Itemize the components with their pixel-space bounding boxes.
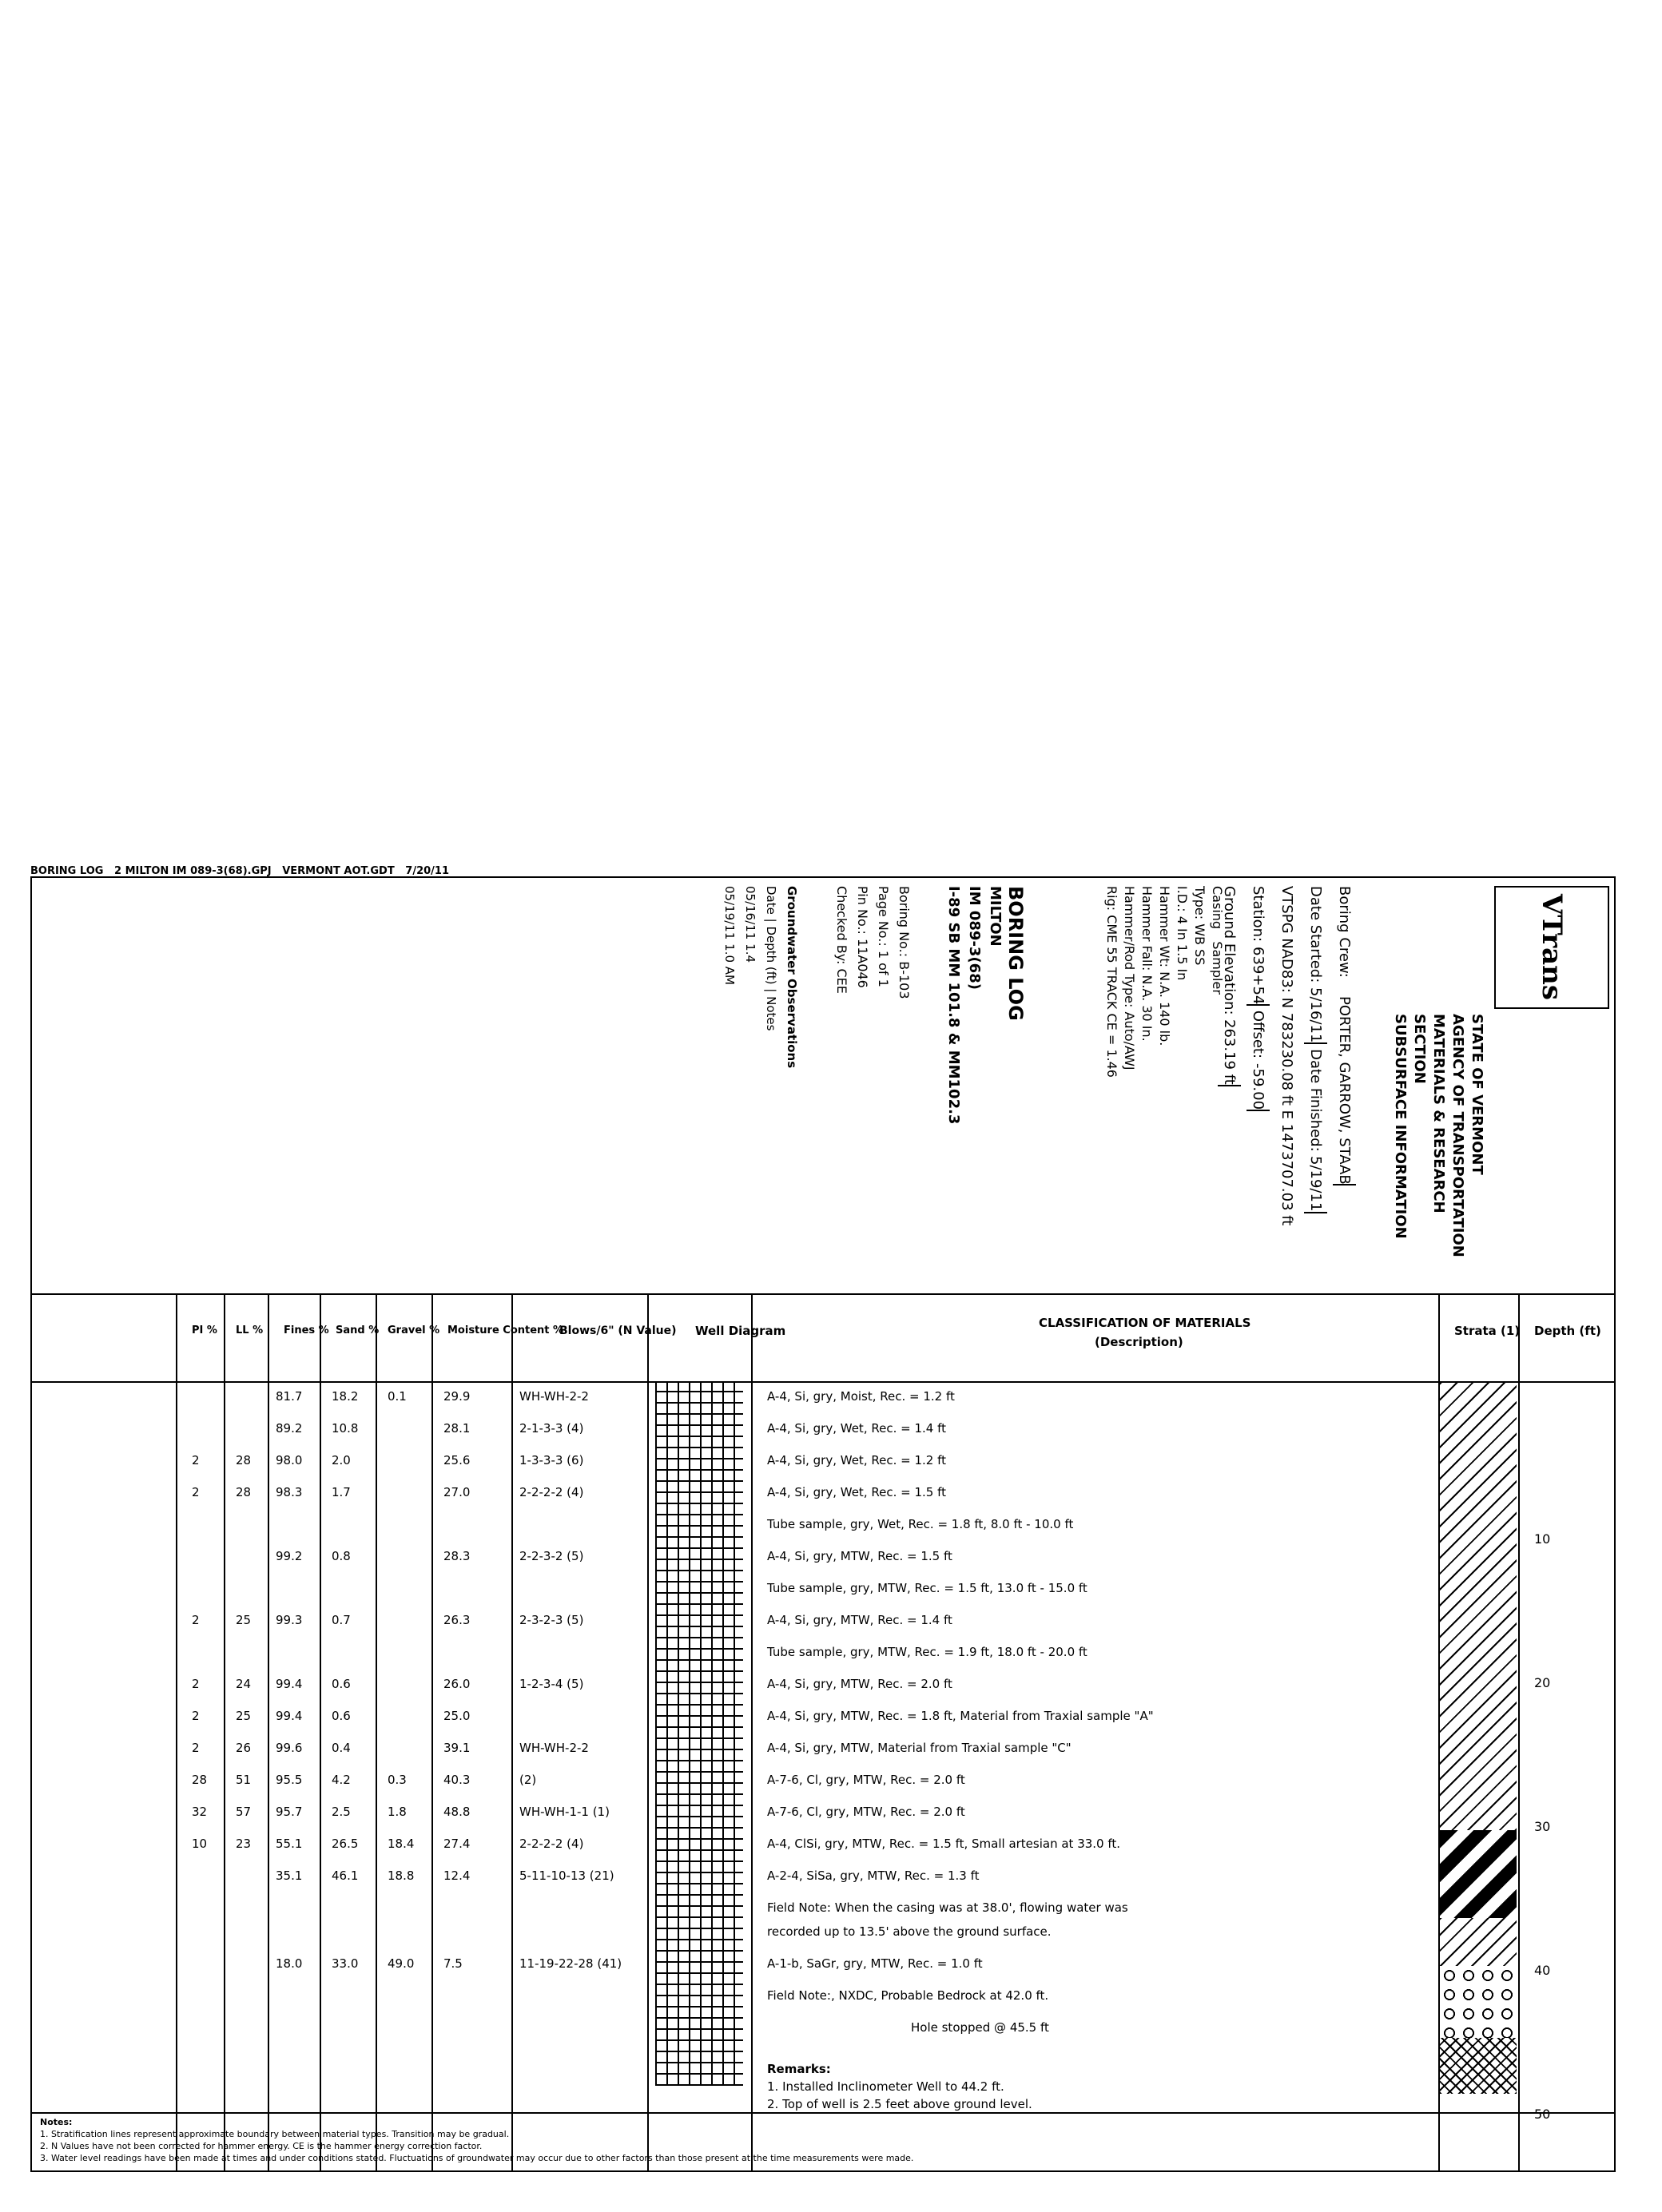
project-line: IM 089-3(68) [966, 886, 983, 990]
equip-sampler: SS [1192, 949, 1207, 966]
boring-no-label: Boring No.: [897, 886, 912, 958]
sample-fines: 95.7 [276, 1805, 303, 1819]
sample-ll: 28 [236, 1485, 252, 1499]
sample-sand: 0.6 [332, 1709, 351, 1723]
depth-tick: 20 [1534, 1675, 1551, 1690]
sample-moisture: 26.3 [443, 1613, 471, 1627]
sample-ll: 25 [236, 1709, 252, 1723]
project-line: I-89 SB MM 101.8 & MM102.3 [945, 886, 962, 1125]
crew-value: PORTER, GARROW, STAAB [1333, 996, 1356, 1186]
sample-sand: 46.1 [332, 1868, 359, 1883]
depth-tick: 40 [1534, 1963, 1551, 1978]
equip-label: Type: [1192, 886, 1207, 920]
equip-casing: N.A. [1139, 975, 1155, 1002]
checked-by-value: CEE [834, 968, 849, 994]
remarks-block [767, 2060, 1032, 2113]
equip-sampler: 30 In. [1139, 1005, 1155, 1042]
title-meta [831, 886, 914, 1285]
equip-casing: 4 In [1175, 915, 1190, 940]
agency-line: AGENCY OF TRANSPORTATION [1449, 1014, 1466, 1257]
sample-pi: 28 [192, 1773, 208, 1787]
sample-ll: 25 [236, 1613, 252, 1627]
sample-row [32, 1988, 1614, 2020]
sample-blows: 1-2-3-4 (5) [519, 1677, 584, 1691]
station-value: 639+54 [1246, 947, 1270, 1006]
sample-pi: 2 [192, 1677, 200, 1691]
sample-moisture: 48.8 [443, 1805, 471, 1819]
date-started-value: 5/16/11 [1304, 987, 1327, 1044]
sample-blows: 2-2-2-2 (4) [519, 1837, 584, 1851]
sample-desc: Hole stopped @ 45.5 ft [911, 2020, 1049, 2035]
boring-log-title: BORING LOG [1004, 886, 1027, 1021]
sample-desc: Tube sample, gry, MTW, Rec. = 1.9 ft, 18.0 ft - 20.0 ft [767, 1645, 1087, 1659]
sample-sand: 0.6 [332, 1677, 351, 1691]
equip-sampler: Auto/AWJ [1122, 1011, 1137, 1070]
crew-label: Boring Crew: [1336, 886, 1353, 978]
sample-pi: 2 [192, 1613, 200, 1627]
sample-row [32, 1900, 1614, 1924]
sample-fines: 35.1 [276, 1868, 303, 1883]
sample-blows: 2-3-2-3 (5) [519, 1613, 584, 1627]
sample-pi: 32 [192, 1805, 208, 1819]
sample-desc: A-7-6, Cl, gry, MTW, Rec. = 2.0 ft [767, 1773, 965, 1787]
sample-row [32, 1868, 1614, 1900]
sample-gravel: 49.0 [388, 1956, 415, 1971]
sample-row [32, 1645, 1614, 1677]
sample-desc: Tube sample, gry, Wet, Rec. = 1.8 ft, 8.0 ft - 10.0 ft [767, 1517, 1074, 1531]
sample-moisture: 7.5 [443, 1956, 463, 1971]
col-ll: LL % [236, 1324, 264, 1336]
sample-fines: 99.2 [276, 1549, 303, 1563]
col-classification: CLASSIFICATION OF MATERIALS [1039, 1316, 1251, 1330]
boring-info [1215, 886, 1358, 1285]
boring-log-grid [30, 876, 1616, 2172]
agency-line: MATERIALS & RESEARCH SECTION [1411, 1014, 1447, 1213]
sample-blows: (2) [519, 1773, 537, 1787]
sample-desc: Field Note: When the casing was at 38.0', flowing water was [767, 1900, 1128, 1915]
col-depth: Depth (ft) [1534, 1324, 1601, 1338]
sample-moisture: 12.4 [443, 1868, 471, 1883]
sample-desc: Tube sample, gry, MTW, Rec. = 1.5 ft, 13.0 ft - 15.0 ft [767, 1581, 1087, 1595]
sample-row [32, 1581, 1614, 1613]
sample-row [32, 1453, 1614, 1485]
sample-sand: 1.7 [332, 1485, 351, 1499]
sample-fines: 98.3 [276, 1485, 303, 1499]
sample-desc: A-4, Si, gry, MTW, Rec. = 1.4 ft [767, 1613, 952, 1627]
sample-desc: A-4, ClSi, gry, MTW, Rec. = 1.5 ft, Small artesian at 33.0 ft. [767, 1837, 1121, 1851]
vtrans-logo-box: VTrans [1494, 886, 1609, 1009]
equip-label: I.D.: [1175, 886, 1190, 912]
equip-label: Hammer Fall: [1139, 886, 1155, 971]
station-label: Station: [1250, 886, 1266, 943]
sample-row [32, 1613, 1614, 1645]
sample-blows: 2-2-3-2 (5) [519, 1549, 584, 1563]
sample-row [32, 1709, 1614, 1741]
sample-blows: WH-WH-2-2 [519, 1389, 589, 1404]
sample-fines: 89.2 [276, 1421, 303, 1436]
sample-ll: 28 [236, 1453, 252, 1467]
col-pi: PI % [192, 1324, 217, 1336]
sample-ll: 51 [236, 1773, 252, 1787]
page-no-label: Page No.: [876, 886, 891, 947]
col-moisture: Moisture Content % [447, 1324, 564, 1336]
sample-sand: 2.0 [332, 1453, 351, 1467]
sample-desc: A-4, Si, gry, Moist, Rec. = 1.2 ft [767, 1389, 955, 1404]
depth-tick: 10 [1534, 1531, 1551, 1547]
sample-gravel: 0.1 [388, 1389, 407, 1404]
gw-header: Depth (ft) [764, 926, 778, 985]
sample-desc: A-4, Si, gry, Wet, Rec. = 1.2 ft [767, 1453, 946, 1467]
note-item: 1. Stratification lines represent approximate boundary between material types. Transition may be gradual. [40, 2129, 510, 2139]
sample-row [32, 1805, 1614, 1837]
sample-sand: 18.2 [332, 1389, 359, 1404]
sample-moisture: 28.3 [443, 1549, 471, 1563]
checked-by-label: Checked By: [834, 886, 849, 965]
pin-no-label: Pin No.: [855, 886, 870, 935]
sample-fines: 95.5 [276, 1773, 303, 1787]
sample-blows: 2-2-2-2 (4) [519, 1485, 584, 1499]
sample-desc: A-4, Si, gry, MTW, Rec. = 2.0 ft [767, 1677, 952, 1691]
sample-desc: recorded up to 13.5' above the ground surface. [767, 1924, 1052, 1939]
notes-title: Notes: [40, 2117, 73, 2127]
sample-desc: A-4, Si, gry, MTW, Material from Traxial sample "C" [767, 1741, 1072, 1755]
equip-sampler: 1.5 In [1175, 943, 1190, 981]
sample-sand: 26.5 [332, 1837, 359, 1851]
gw-date: 05/16/11 [743, 886, 757, 940]
note-item: 2. N Values have not been corrected for hammer energy. CE is the hammer energy correction factor. [40, 2141, 483, 2151]
sample-desc: A-4, Si, gry, MTW, Rec. = 1.8 ft, Material from Traxial sample "A" [767, 1709, 1154, 1723]
sample-fines: 99.4 [276, 1709, 303, 1723]
sample-row [32, 1517, 1614, 1549]
sample-moisture: 39.1 [443, 1741, 471, 1755]
sample-moisture: 40.3 [443, 1773, 471, 1787]
sample-pi: 2 [192, 1453, 200, 1467]
sample-desc: A-2-4, SiSa, gry, MTW, Rec. = 1.3 ft [767, 1868, 980, 1883]
equip-label: Hammer Wt: [1157, 886, 1172, 967]
sample-fines: 99.6 [276, 1741, 303, 1755]
col-well: Well Diagram [695, 1324, 786, 1338]
offset-label: Offset: [1250, 1010, 1266, 1059]
sample-row [32, 2020, 1614, 2052]
sample-gravel: 1.8 [388, 1805, 407, 1819]
sample-moisture: 29.9 [443, 1389, 471, 1404]
depth-tick: 30 [1534, 1819, 1551, 1834]
sample-gravel: 18.4 [388, 1837, 415, 1851]
sample-desc: A-4, Si, gry, Wet, Rec. = 1.4 ft [767, 1421, 946, 1436]
sample-sand: 0.4 [332, 1741, 351, 1755]
agency-line: STATE OF VERMONT [1469, 1014, 1485, 1175]
sample-moisture: 26.0 [443, 1677, 471, 1691]
sample-row [32, 1677, 1614, 1709]
gw-header: Notes [764, 996, 778, 1031]
equipment-block [1103, 886, 1226, 1285]
gw-depth: 1.4 [743, 943, 757, 963]
offset-value: -59.00 [1246, 1063, 1270, 1111]
sample-sand: 0.8 [332, 1549, 351, 1563]
sample-desc: A-7-6, Cl, gry, MTW, Rec. = 2.0 ft [767, 1805, 965, 1819]
sample-fines: 98.0 [276, 1453, 303, 1467]
remarks-title: Remarks: [767, 2062, 831, 2076]
date-started-label: Date Started: [1307, 886, 1324, 983]
sample-desc: A-4, Si, gry, Wet, Rec. = 1.5 ft [767, 1485, 946, 1499]
sample-row [32, 1389, 1614, 1421]
date-finished-label: Date Finished: [1307, 1049, 1324, 1152]
groundwater-title: Groundwater Observations [785, 886, 799, 1069]
agency-block [1390, 1014, 1486, 1277]
sample-sand: 0.7 [332, 1613, 351, 1627]
sample-moisture: 28.1 [443, 1421, 471, 1436]
file-footer: BORING LOG 2 MILTON IM 089-3(68).GPJ VERMONT AOT.GDT 7/20/11 [30, 865, 449, 877]
sample-pi: 2 [192, 1709, 200, 1723]
sample-row [32, 1485, 1614, 1517]
sample-row [32, 1837, 1614, 1868]
sample-blows: 2-1-3-3 (4) [519, 1421, 584, 1436]
sample-row [32, 1924, 1614, 1956]
boring-no-value: B-103 [897, 961, 912, 999]
sample-row [32, 1773, 1614, 1805]
col-strata: Strata (1) [1454, 1324, 1521, 1338]
equip-sampler: 140 lb. [1157, 1002, 1172, 1046]
sample-blows: 5-11-10-13 (21) [519, 1868, 614, 1883]
sample-ll: 57 [236, 1805, 252, 1819]
gw-header: Date [764, 886, 778, 915]
page-no-value: 1 of 1 [876, 950, 891, 987]
rig-value: CME 55 TRACK [1104, 915, 1119, 1010]
sample-row [32, 1549, 1614, 1581]
rig-label: Rig: [1104, 886, 1119, 911]
depth-tick: 50 [1534, 2107, 1551, 2122]
sample-blows: 1-3-3-3 (6) [519, 1453, 584, 1467]
vtspg-label: VTSPG NAD83: [1278, 886, 1295, 993]
sample-blows: 11-19-22-28 (41) [519, 1956, 622, 1971]
col-gravel: Gravel % [388, 1324, 440, 1336]
equip-label: Hammer/Rod Type: [1122, 886, 1137, 1008]
gw-depth: 1.0 [722, 943, 737, 963]
sample-fines: 18.0 [276, 1956, 303, 1971]
sample-ll: 23 [236, 1837, 252, 1851]
remark-item: 1. Installed Inclinometer Well to 44.2 ft. [767, 2079, 1004, 2094]
sample-desc: A-4, Si, gry, MTW, Rec. = 1.5 ft [767, 1549, 952, 1563]
note-item: 3. Water level readings have been made at times and under conditions stated. Fluctuations of groundwater may occur due to other factors than those present at the time measurements were made. [40, 2153, 914, 2163]
title-block [943, 886, 1026, 1285]
sample-row [32, 1956, 1614, 1988]
col-description: (Description) [1095, 1335, 1183, 1349]
sample-desc: A-1-b, SaGr, gry, MTW, Rec. = 1.0 ft [767, 1956, 983, 1971]
groundwater-block: Groundwater Observations Date | Depth (ft) | Notes 05/16/11 1.4 05/19/11 1.0 AM [719, 886, 802, 1285]
agency-line: SUBSURFACE INFORMATION [1392, 1014, 1409, 1239]
col-sand: Sand % [336, 1324, 380, 1336]
sample-fines: 55.1 [276, 1837, 303, 1851]
col-fines: Fines % [284, 1324, 329, 1336]
sample-ll: 24 [236, 1677, 252, 1691]
gw-notes: AM [722, 966, 737, 985]
sample-sand: 4.2 [332, 1773, 351, 1787]
ce-value: CE = 1.46 [1104, 1013, 1119, 1078]
sample-blows: WH-WH-2-2 [519, 1741, 589, 1755]
elevation-label: Ground Elevation: [1221, 886, 1238, 1015]
sample-sand: 33.0 [332, 1956, 359, 1971]
easting: E 1473707.03 ft [1278, 1110, 1295, 1226]
sample-row [32, 1741, 1614, 1773]
project-line: MILTON [987, 886, 1004, 947]
sample-pi: 2 [192, 1485, 200, 1499]
northing: N 783230.08 ft [1278, 997, 1295, 1106]
pin-no-value: 11A046 [855, 939, 870, 988]
sample-pi: 2 [192, 1741, 200, 1755]
sample-sand: 10.8 [332, 1421, 359, 1436]
sample-blows: WH-WH-1-1 (1) [519, 1805, 610, 1819]
elevation-value: 263.19 ft [1218, 1019, 1241, 1086]
sample-ll: 26 [236, 1741, 252, 1755]
col-blows: Blows/6" (N Value) [559, 1324, 677, 1337]
sample-sand: 2.5 [332, 1805, 351, 1819]
col-casing: Casing [1210, 886, 1225, 930]
col-sampler: Sampler [1210, 941, 1225, 995]
equip-casing: N.A. [1157, 971, 1172, 998]
sample-gravel: 18.8 [388, 1868, 415, 1883]
sample-moisture: 25.0 [443, 1709, 471, 1723]
sample-row [32, 1421, 1614, 1453]
sample-moisture: 27.0 [443, 1485, 471, 1499]
sample-fines: 99.3 [276, 1613, 303, 1627]
sample-desc: Field Note:, NXDC, Probable Bedrock at 42.0 ft. [767, 1988, 1049, 2003]
gw-date: 05/19/11 [722, 886, 737, 940]
notes-block [40, 2116, 1606, 2164]
remark-item: 2. Top of well is 2.5 feet above ground level. [767, 2097, 1032, 2111]
equip-casing: WB [1192, 923, 1207, 946]
date-finished-value: 5/19/11 [1304, 1156, 1327, 1213]
sample-pi: 10 [192, 1837, 208, 1851]
sample-fines: 81.7 [276, 1389, 303, 1404]
sample-gravel: 0.3 [388, 1773, 407, 1787]
sample-moisture: 25.6 [443, 1453, 471, 1467]
sample-moisture: 27.4 [443, 1837, 471, 1851]
sample-fines: 99.4 [276, 1677, 303, 1691]
